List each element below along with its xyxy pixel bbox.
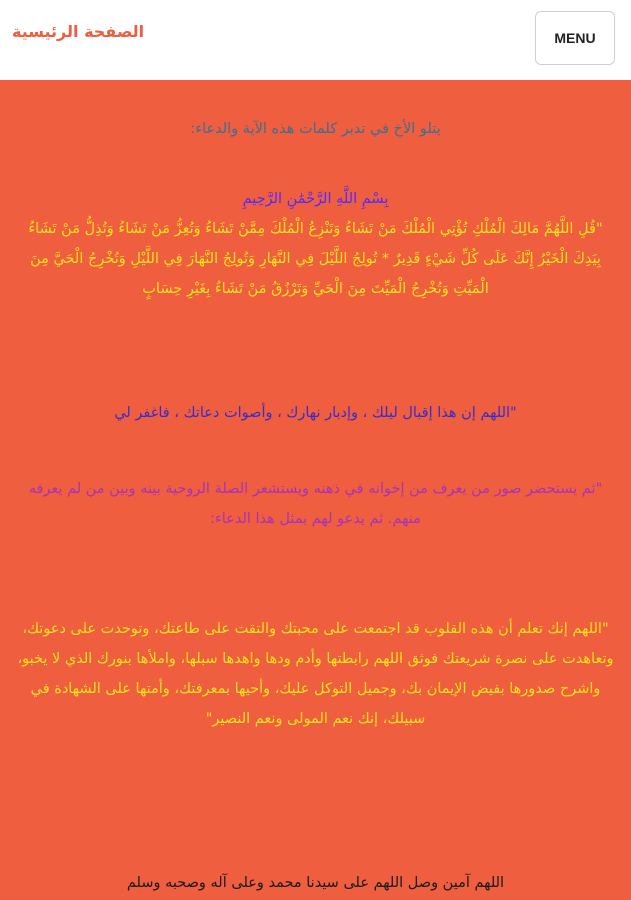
- closing-prayer: اللهم آمين وصل اللهم على سيدنا محمد وعلى آله وصحبه وسلم: [126, 875, 505, 891]
- home-link[interactable]: الصفحة الرئيسية: [12, 22, 145, 41]
- evening-dua: "اللهم إن هذا إقبال ليلك ، وإدبار نهارك ، وأصوات دعاتك ، فاغفر لي: [114, 405, 517, 421]
- menu-button[interactable]: MENU: [535, 11, 615, 65]
- reflection-instructions: "ثم يستحضر صور من يعرف من إخوانه في ذهنه ويستشعر الصلة الروحية بينه وبين من لم يعرفه منهم. ثم يدعو لهم بمثل هذا الدعاء:: [28, 481, 603, 527]
- basmala-line: بِسْمِ اللَّهِ الرَّحْمَٰنِ الرَّحِيمِ: [242, 191, 389, 207]
- quran-verse: "قُلِ اللَّهُمَّ مَالِكَ الْمُلْكِ تُؤْتِي الْمُلْكَ مَنْ تَشَاءُ وَتَنْزِعُ الْمُلْكَ مِمَّنْ تَشَاءُ وَتُعِزُّ مَنْ تَشَاءُ وَتُذِلُّ مَنْ تَشَاءُ بِيَدِكَ الْخَيْرُ إِنَّكَ عَلَى كُلِّ شَيْءٍ قَدِيرٌ * تُولِجُ اللَّيْلَ فِي النَّهَارِ وَتُولِجُ النَّهَارَ فِي اللَّيْلِ وَتُخْرِجُ الْحَيَّ مِنَ الْمَيِّتِ وَتُخْرِجُ الْمَيِّتَ مِنَ الْحَيِّ وَتَرْزُقُ مَنْ تَشَاءُ بِغَيْرِ حِسَابٍ: [28, 221, 603, 297]
- intro-text: يتلو الأخ في تدبر كلمات هذه الآية والدعاء:: [190, 121, 441, 137]
- rabita-dua: "اللهم إنك تعلم أن هذه القلوب قد اجتمعت على محبتك والتقت على طاعتك، وتوحدت على دعوتك، وتعاهدت على نصرة شريعتك فوثق اللهم رابطتها وأدم ودها واهدها سبلها، واملأها بنورك الذي لا يخبو، واشرح صدورها بفيض الإيمان بك، وجميل التوكل عليك، وأحيها بمعرفتك، وأمتها على الشهادة في سبيلك، إنك نعم المولى ونعم النصير": [17, 621, 614, 727]
- article-body: [0, 80, 631, 900]
- top-navbar: [0, 0, 631, 80]
